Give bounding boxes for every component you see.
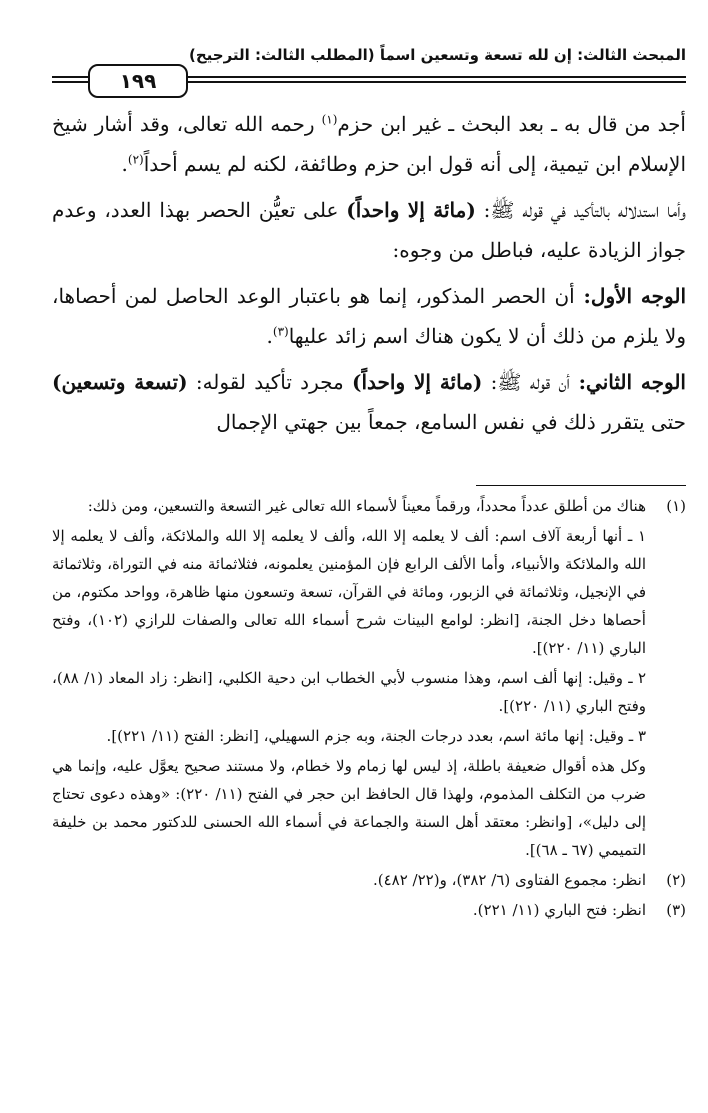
p4-text-c: حتى يتقرر ذلك في نفس السامع، جمعاً بين جهتي الإجمال <box>216 410 686 434</box>
footnote-3-text: انظر: فتح الباري (١١/ ٢٢١). <box>472 901 646 919</box>
p2-text-a: وأما استدلاله بالتأكيد في قوله ﷺ: <box>475 198 686 222</box>
footnotes <box>52 492 686 926</box>
footnote-2 <box>52 866 686 894</box>
paragraph-3 <box>52 276 686 356</box>
aspect-one-label: الوجه الأول: <box>574 284 686 308</box>
p2-quote: (مائة إلا واحداً) <box>346 198 476 222</box>
footnote-ref-1: (١) <box>321 112 338 127</box>
p4-quote-2: (تسعة وتسعين) <box>52 370 188 394</box>
p1-text-b: رحمه الله تعالى، وقد أشار شيخ الإسلام ابن تيمية، إلى أنه قول ابن حزم وطائفة، لكنه لم يسم أحداً <box>52 112 686 176</box>
footnote-separator <box>476 485 686 486</box>
p2-text-b: على تعيُّن الحصر بهذا العدد، وعدم جواز الزيادة عليه، فباطل من وجوه: <box>52 198 686 262</box>
main-text <box>52 104 686 448</box>
footnote-ref-3: (٣) <box>272 324 289 339</box>
p1-text-a: أجد من قال به ـ بعد البحث ـ غير ابن حزم <box>337 112 686 136</box>
aspect-two-label: الوجه الثاني: <box>569 370 686 394</box>
footnote-1-item-1: ١ ـ أنها أربعة آلاف اسم: ألف لا يعلمه إلا الله، وألف لا يعلمه إلا الله والملائكة، وألف لا يعلمه إلا الله والملائكة والأنبياء، وأما الألف الرابع فإن المؤمنين يعلمونه، فثلاثمائة منه في التوراة، وثلاثمائة في الإنجيل، وثلاثمائة في الزبور، ومائة في القرآن، تسعة وتسعون منها ظاهرة، وواحد مكتوم، من أحصاها دخل الجنة، [انظر: لوامع البينات شرح أسماء الله تعالى والصفات للرازي (١٠٢)، وفتح الباري (١١/ ٢٢٠)]. <box>52 527 646 657</box>
footnote-2-text: انظر: مجموع الفتاوى (٦/ ٣٨٢)، و(٢٢/ ٤٨٢). <box>372 871 646 889</box>
p1-end: . <box>121 152 128 176</box>
footnote-1-closing: وكل هذه أقوال ضعيفة باطلة، إذ ليس لها زمام ولا خطام، ولا مستند صحيح يعوَّل عليه، وإنما هي ضرب من التكلف المذموم، ولهذا قال الحافظ ابن حجر في الفتح (١١/ ٢٢٠): «وهذه دعوى تحتاج إلى دليل»، [وانظر: معتقد أهل السنة والجماعة في أسماء الله الحسنى للدكتور محمد بن خليفة التميمي (٦٧ ـ ٦٨)]. <box>52 757 646 859</box>
page-number: ١٩٩ <box>88 64 188 98</box>
footnote-3 <box>52 896 686 924</box>
page-header <box>52 46 686 96</box>
p4-text-b: مجرد تأكيد لقوله: <box>187 370 353 394</box>
footnote-2-number: (٢) <box>666 871 686 889</box>
p3-end: . <box>266 324 273 348</box>
paragraph-1 <box>52 104 686 184</box>
footnote-1-item-3: ٣ ـ وقيل: إنها مائة اسم، بعدد درجات الجنة، وبه جزم السهيلي، [انظر: الفتح (١١/ ٢٢١)]. <box>106 727 646 745</box>
paragraph-4 <box>52 362 686 442</box>
footnote-1 <box>52 492 686 864</box>
footnote-3-number: (٣) <box>666 901 686 919</box>
running-head: المبحث الثالث: إن لله تسعة وتسعين اسماً (المطلب الثالث: الترجيح) <box>189 46 686 64</box>
p3-text: أن الحصر المذكور، إنما هو باعتبار الوعد الحاصل لمن أحصاها، ولا يلزم من ذلك أن لا يكون هناك اسم زائد عليها <box>52 284 686 348</box>
p4-quote-1: (مائة إلا واحداً) <box>352 370 483 394</box>
footnote-1-intro: هناك من أطلق عدداً محدداً، ورقماً معيناً لأسماء الله تعالى غير التسعة والتسعين، ومن ذلك: <box>87 497 646 515</box>
footnote-1-item-2: ٢ ـ وقيل: إنها ألف اسم، وهذا منسوب لأبي الخطاب ابن دحية الكلبي، [انظر: زاد المعاد (١/ ٨٨)، وفتح الباري (١١/ ٢٢٠)]. <box>52 669 646 715</box>
paragraph-2 <box>52 190 686 270</box>
p4-text-a: أن قوله ﷺ: <box>482 370 570 394</box>
footnote-ref-2: (٢) <box>127 152 144 167</box>
footnote-1-number: (١) <box>666 497 686 515</box>
